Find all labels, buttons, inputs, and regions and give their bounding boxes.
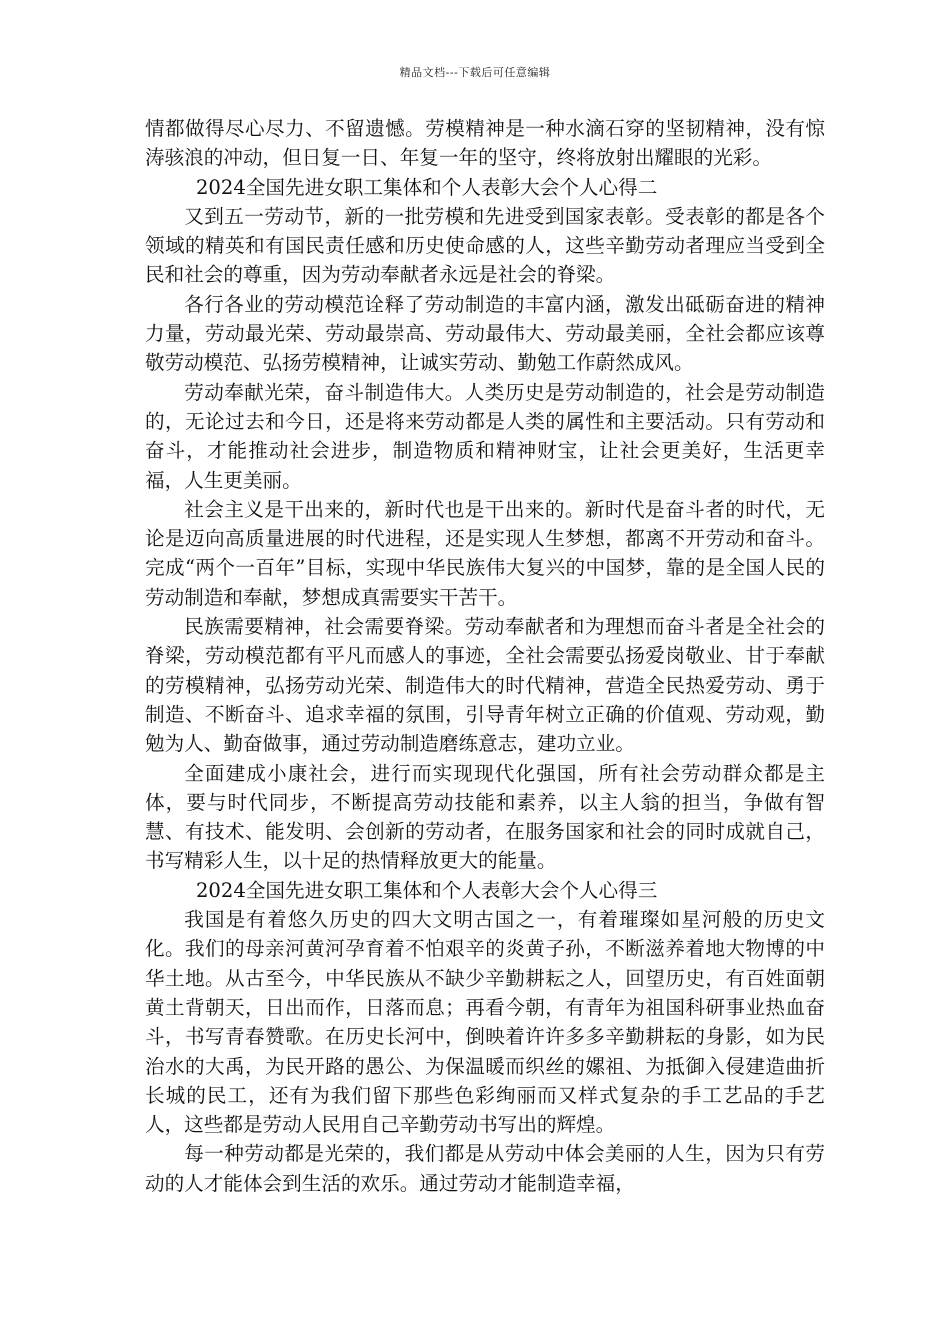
paragraph: 社会主义是干出来的，新时代也是干出来的。新时代是奋斗者的时代，无论是迈向高质量进展的时代进程，还是实现人生梦想，都离不开劳动和奋斗。完成“两个一百年”目标，实现中华民族伟大复兴的中国梦，靠的是全国人民的劳动制造和奉献，梦想成真需要实干苦干。 xyxy=(145,497,825,609)
document-body xyxy=(145,114,825,1198)
paragraph: 又到五一劳动节，新的一批劳模和先进受到国家表彰。受表彰的都是各个领域的精英和有国民责任感和历史使命感的人，这些辛勤劳动者理应当受到全民和社会的尊重，因为劳动奉献者永远是社会的脊梁。 xyxy=(145,204,825,287)
paragraph: 民族需要精神，社会需要脊梁。劳动奉献者和为理想而奋斗者是全社会的脊梁，劳动模范都有平凡而感人的事迹，全社会需要弘扬爱岗敬业、甘于奉献的劳模精神，弘扬劳动光荣、制造伟大的时代精神，营造全民热爱劳动、勇于制造、不断奋斗、追求幸福的氛围，引导青年树立正确的价值观、劳动观，勤勉为人、勤奋做事，通过劳动制造磨练意志，建功立业。 xyxy=(145,615,825,756)
paragraph: 全面建成小康社会，进行而实现现代化强国，所有社会劳动群众都是主体，要与时代同步，不断提高劳动技能和素养，以主人翁的担当，争做有智慧、有技术、能发明、会创新的劳动者，在服务国家和社会的同时成就自己，书写精彩人生，以十足的热情释放更大的能量。 xyxy=(145,761,825,873)
paragraph: 劳动奉献光荣，奋斗制造伟大。人类历史是劳动制造的，社会是劳动制造的，无论过去和今日，还是将来劳动都是人类的属性和主要活动。只有劳动和奋斗，才能推动社会进步，制造物质和精神财宝，让社会更美好，生活更幸福，人生更美丽。 xyxy=(145,380,825,492)
section-title: 2024全国先进女职工集体和个人表彰大会个人心得三 xyxy=(195,878,658,902)
paragraph: 我国是有着悠久历史的四大文明古国之一，有着璀璨如星河般的历史文化。我们的母亲河黄河孕育着不怕艰辛的炎黄子孙，不断滋养着地大物博的中华土地。从古至今，中华民族从不缺少辛勤耕耘之人，回望历史，有百姓面朝黄土背朝天，日出而作，日落而息；再看今朝，有青年为祖国科研事业热血奋斗，书写青春赞歌。在历史长河中，倒映着许许多多辛勤耕耘的身影，如为民治水的大禹，为民开路的愚公、为保温暖而织丝的嫘祖、为抵御入侵建造曲折长城的民工，还有为我们留下那些色彩绚丽而又样式复杂的手工艺品的手艺人，这些都是劳动人民用自己辛勤劳动书写出的辉煌。 xyxy=(145,908,825,1137)
section-title: 2024全国先进女职工集体和个人表彰大会个人心得二 xyxy=(195,175,658,199)
page-header: 精品文档---下载后可任意编辑 xyxy=(399,66,551,79)
paragraph: 每一种劳动都是光荣的，我们都是从劳动中体会美丽的人生，因为只有劳动的人才能体会到生活的欢乐。通过劳动才能制造幸福， xyxy=(145,1142,825,1195)
paragraph: 情都做得尽心尽力、不留遗憾。劳模精神是一种水滴石穿的坚韧精神，没有惊涛骇浪的冲动，但日复一日、年复一年的坚守，终将放射出耀眼的光彩。 xyxy=(145,117,825,170)
paragraph: 各行各业的劳动模范诠释了劳动制造的丰富内涵，激发出砥砺奋进的精神力量，劳动最光荣、劳动最崇高、劳动最伟大、劳动最美丽，全社会都应该尊敬劳动模范、弘扬劳模精神，让诚实劳动、勤勉工作蔚然成风。 xyxy=(145,292,825,375)
